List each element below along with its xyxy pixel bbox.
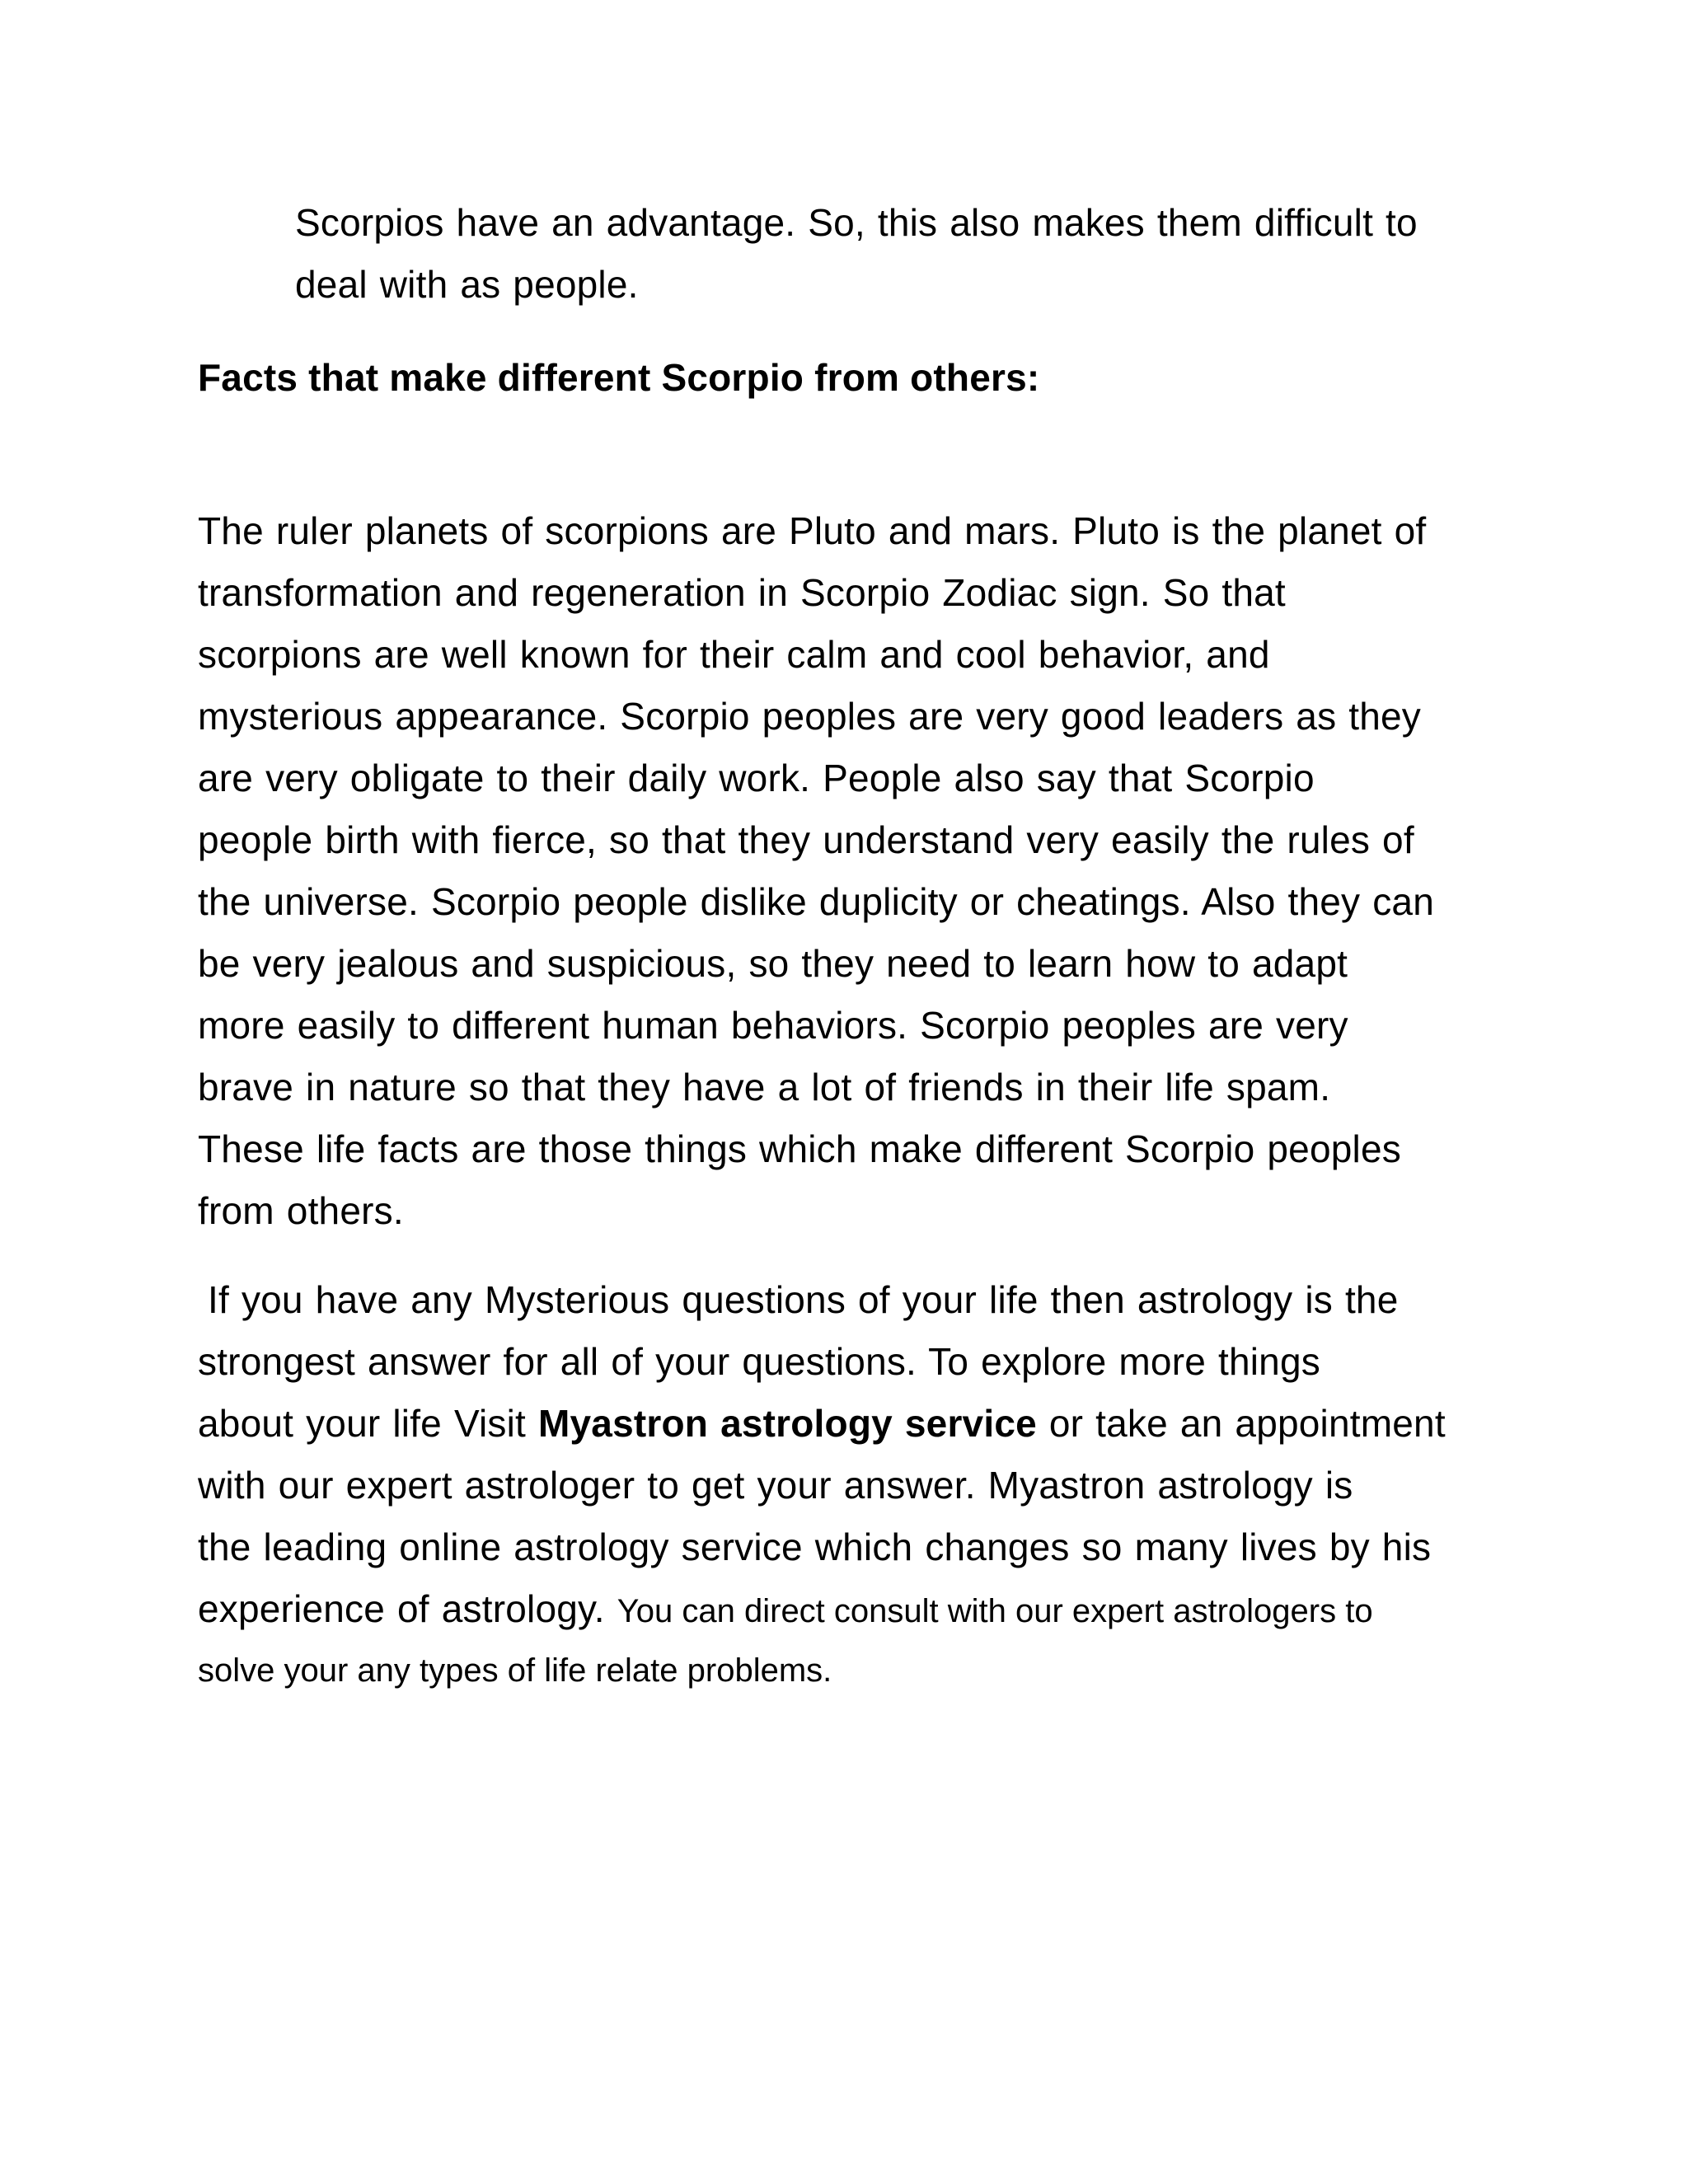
astrology-paragraph (198, 1269, 1484, 1699)
facts-line-5: are very obligate to their daily work. People also say that Scorpio (198, 757, 1315, 799)
facts-line-9: more easily to different human behaviors. Scorpio peoples are very (198, 1004, 1348, 1047)
facts-line-3: scorpions are well known for their calm and cool behavior, and (198, 633, 1270, 676)
astrology-line-6-main: experience of astrology. (198, 1587, 617, 1630)
astrology-line-6 (198, 1578, 1484, 1643)
facts-line-6: people birth with fierce, so that they understand very easily the rules of (198, 818, 1414, 861)
astrology-line-3 (198, 1393, 1484, 1455)
astrology-line-3-prefix: about your life Visit (198, 1402, 538, 1445)
facts-paragraph (198, 500, 1484, 1242)
intro-line-2: deal with as people. (295, 263, 639, 306)
facts-line-12: from others. (198, 1189, 404, 1232)
astrology-line-5: the leading online astrology service which changes so many lives by his (198, 1526, 1432, 1568)
intro-line-1: Scorpios have an advantage. So, this also makes them difficult to (295, 201, 1418, 244)
facts-line-8: be very jealous and suspicious, so they need to learn how to adapt (198, 942, 1348, 985)
astrology-line-6-small: You can direct consult with our expert astrologers to (617, 1593, 1373, 1629)
facts-line-10: brave in nature so that they have a lot of friends in their life spam. (198, 1066, 1331, 1108)
section-heading: Facts that make different Scorpio from others: (198, 356, 1040, 399)
facts-line-11: These life facts are those things which make different Scorpio peoples (198, 1127, 1401, 1170)
astrology-line-2: strongest answer for all of your questions. To explore more things (198, 1340, 1320, 1383)
myastron-service-link[interactable]: Myastron astrology service (538, 1402, 1037, 1445)
facts-line-4: mysterious appearance. Scorpio peoples are very good leaders as they (198, 695, 1421, 738)
astrology-line-1: If you have any Mysterious questions of your life then astrology is the (208, 1278, 1399, 1321)
facts-line-1: The ruler planets of scorpions are Pluto and mars. Pluto is the planet of (198, 509, 1427, 552)
astrology-line-4: with our expert astrologer to get your answer. Myastron astrology is (198, 1464, 1353, 1507)
astrology-line-3-suffix: or take an appointment (1036, 1402, 1446, 1445)
intro-paragraph (295, 192, 1490, 316)
astrology-line-7: solve your any types of life relate problems. (198, 1652, 832, 1689)
facts-line-2: transformation and regeneration in Scorpio Zodiac sign. So that (198, 571, 1286, 614)
facts-line-7: the universe. Scorpio people dislike duplicity or cheatings. Also they can (198, 880, 1434, 923)
